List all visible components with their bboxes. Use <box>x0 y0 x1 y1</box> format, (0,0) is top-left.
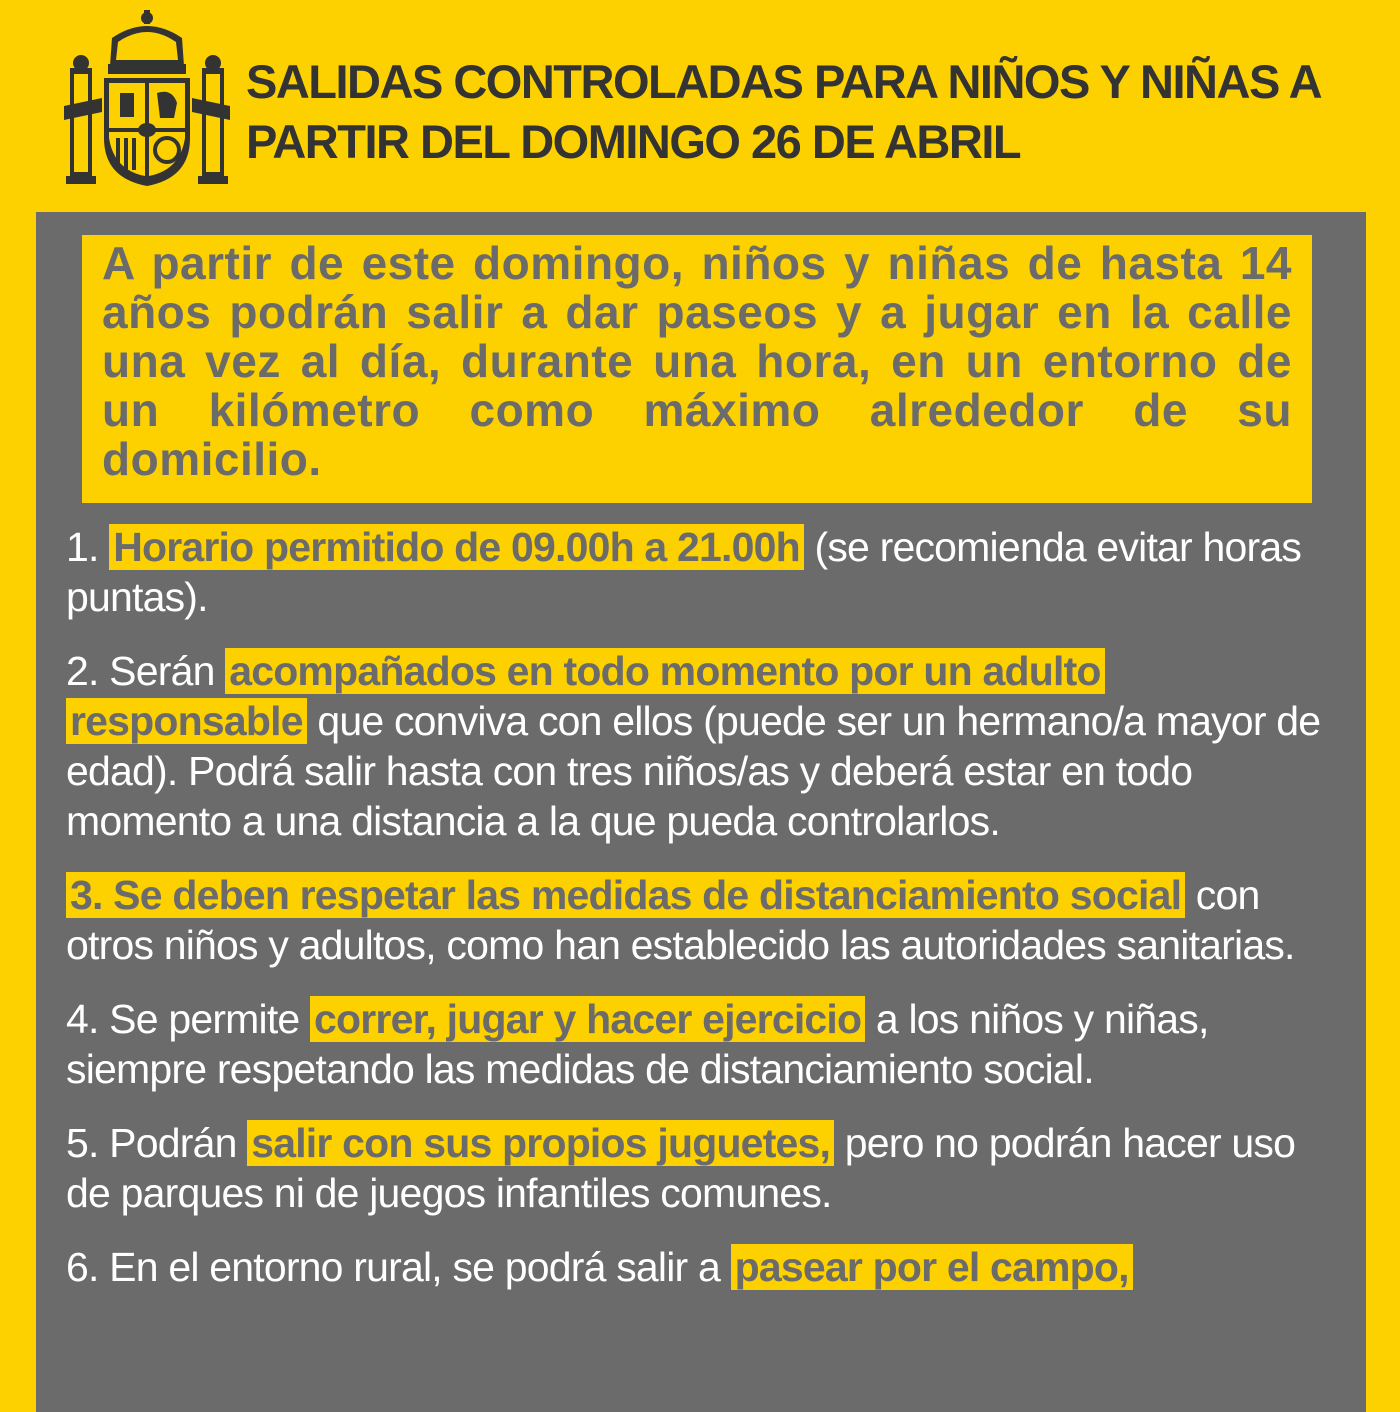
list-item <box>66 646 1336 846</box>
item-text: 6. En el entorno rural, se podrá salir a <box>66 1244 731 1290</box>
intro-box <box>82 235 1312 503</box>
item-text: (se recomienda evitar horas puntas). <box>66 524 1302 620</box>
item-text: 1. <box>66 524 110 570</box>
item-text: 2. Serán <box>66 648 226 694</box>
item-highlight: correr, jugar y hacer ejercicio <box>310 996 865 1042</box>
item-text: a los niños y niñas, siempre respetando las medidas de distanciamiento social. <box>66 996 1209 1092</box>
list-item <box>66 522 1336 622</box>
item-text: con otros niños y adultos, como han establecido las autoridades sanitarias. <box>66 872 1295 968</box>
item-highlight: pasear por el campo, <box>731 1244 1133 1290</box>
item-highlight: Horario permitido de 09.00h a 21.00h <box>109 524 804 570</box>
header <box>0 0 1400 210</box>
item-highlight: salir con sus propios juguetes, <box>247 1120 834 1166</box>
page-title: SALIDAS CONTROLADAS PARA NIÑOS Y NIÑAS A PARTIR DEL DOMINGO 26 DE ABRIL <box>246 55 1320 168</box>
list-item <box>66 1242 1336 1292</box>
item-highlight: acompañados en todo momento por un adulto responsable <box>66 648 1105 744</box>
item-text: que conviva con ellos (puede ser un hermano/a mayor de edad). Podrá salir hasta con tres niños/as y deberá estar en todo momento a una distancia a la que pueda controlarlos. <box>66 698 1321 844</box>
intro-text: A partir de este domingo, niños y niñas de hasta 14 años podrán salir a dar paseos y a jugar en la calle una vez al día, durante una hora, en un entorno de un kilómetro como máximo alrededor de su domicilio. <box>102 237 1292 485</box>
list-item <box>66 994 1336 1094</box>
item-text: pero no podrán hacer uso de parques ni de juegos infantiles comunes. <box>66 1120 1296 1216</box>
item-text: 4. Se permite <box>66 996 311 1042</box>
item-text: 5. Podrán <box>66 1120 248 1166</box>
coat-of-arms-icon <box>62 8 232 188</box>
list-item <box>66 1118 1336 1218</box>
rules-list <box>66 522 1336 1316</box>
item-highlight: 3. Se deben respetar las medidas de distanciamiento social <box>66 872 1185 918</box>
list-item <box>66 870 1336 970</box>
